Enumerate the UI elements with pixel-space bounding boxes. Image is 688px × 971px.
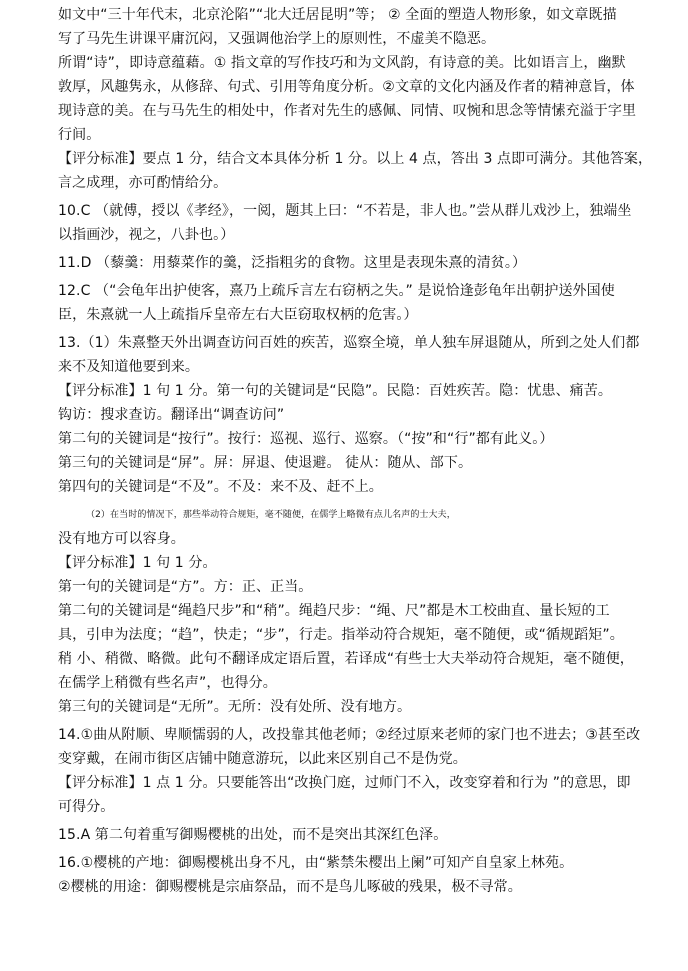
answer-16-2: ②樱桃的用途：御赐樱桃是宗庙祭品，而不是鸟儿啄破的残果，极不寻常。 [58, 879, 522, 895]
scoring-standard: 【评分标准】1 句 1 分。 [58, 555, 217, 571]
text-line: 变穿戴，在闹市街区店铺中随意游玩，以此来区别自己不是伪党。 [58, 751, 467, 767]
answer-12: 12.C （“会龟年出护使客，熹乃上疏斥言左右窃柄之失。” 是说恰逢彭龟年出朝护送外国使 [58, 283, 615, 299]
text-line: 第一句的关键词是“方”。方：正、正当。 [58, 579, 313, 595]
text-line: 第二句的关键词是“按行”。按行：巡视、巡行、巡察。（“按”和“行”都有此义。） [58, 431, 554, 447]
answer-10: 10.C （就傅，授以《孝经》，一阅，题其上曰：“不若是，非人也。”尝从群儿戏沙上，独端坐 [58, 203, 632, 219]
text-line: 第三句的关键词是“无所”。无所：没有处所、没有地方。 [58, 699, 412, 715]
text-line: 第二句的关键词是“绳趋尺步”和“稍”。绳趋尺步：“绳、尺”都是木工校曲直、量长短的工 [58, 603, 610, 619]
text-line: 所谓“诗”，即诗意蕴藉。① 指文章的写作技巧和为文风韵，有诗意的美。比如语言上，幽默 [58, 55, 626, 71]
text-line: 如文中“三十年代末，北京沦陷”“北大迁居昆明”等； ② 全面的塑造人物形象，如文章既描 [58, 7, 617, 23]
scoring-standard: 【评分标准】1 句 1 分。第一句的关键词是“民隐”。民隐：百姓疾苦。隐：忧患、痛苦。 [58, 383, 612, 399]
text-line: 第四句的关键词是“不及”。不及：来不及、赶不上。 [58, 479, 383, 495]
text-line: 没有地方可以容身。 [58, 531, 185, 547]
scoring-standard: 【评分标准】1 点 1 分。只要能答出“改换门庭，过师门不入，改变穿着和行为 ”的意思，即 [58, 775, 631, 791]
text-line: 以指画沙，视之，八卦也。） [58, 227, 235, 243]
text-line: 第三句的关键词是“屏”。屏：屏退、使退避。 徒从：随从、部下。 [58, 455, 473, 471]
text-line: 稍 小、稍微、略微。此句不翻译成定语后置，若译成“有些士大夫举动符合规矩，毫不随便， [58, 651, 634, 667]
text-line: 在儒学上稍微有些名声”，也得分。 [58, 675, 277, 691]
text-line: 敦厚，风趣隽永，从修辞、句式、引用等角度分析。②文章的文化内涵及作者的精神意旨，体 [58, 79, 635, 95]
text-line: 具，引申为法度；“趋”，快走；“步”，行走。指举动符合规矩，毫不随便，或“循规蹈矩”。 [58, 627, 624, 643]
scoring-standard: 【评分标准】要点 1 分，结合文本具体分析 1 分。以上 4 点，答出 3 点即可满分。其他答案， [58, 151, 653, 167]
text-line: 来不及知道他要到来。 [58, 359, 199, 375]
answer-15: 15.A 第二句着重写御赐樱桃的出处，而不是突出其深红色泽。 [58, 827, 448, 843]
answer-11: 11.D （藜羹：用藜菜作的羹，泛指粗劣的食物。这里是表现朱熹的清贫。） [58, 255, 527, 271]
text-line: 可得分。 [58, 799, 115, 815]
answer-16-1: 16.①樱桃的产地：御赐樱桃出身不凡，由“紫禁朱樱出上阑”可知产自皇家上林苑。 [58, 855, 574, 871]
answer-14: 14.①曲从附顺、卑顺懦弱的人，改投靠其他老师；②经过原来老师的家门也不进去；③甚至改 [58, 727, 641, 743]
text-line: 行间。 [58, 127, 101, 143]
text-line: 臣，朱熹就一人上疏指斥皇帝左右大臣窃取权柄的危害。） [58, 307, 418, 323]
text-line: 钩访：搜求查访。翻译出“调查访问” [58, 407, 285, 423]
text-line: 言之成理，亦可酌情给分。 [58, 175, 228, 191]
answer-13-1: 13.（1）朱熹整天外出调查访问百姓的疾苦，巡察全境，单人独车屏退随从，所到之处人们都 [58, 335, 640, 351]
answer-13-2: （2）在当时的情况下，那些举动符合规矩，毫不随便，在儒学上略微有点儿名声的士大夫， [86, 510, 456, 520]
text-line: 现诗意的美。在与马先生的相处中，作者对先生的感佩、同情、叹惋和思念等情愫充溢于字里 [58, 103, 637, 119]
text-line: 写了马先生讲课平庸沉闷，又强调他治学上的原则性，不虚美不隐恶。 [58, 31, 496, 47]
